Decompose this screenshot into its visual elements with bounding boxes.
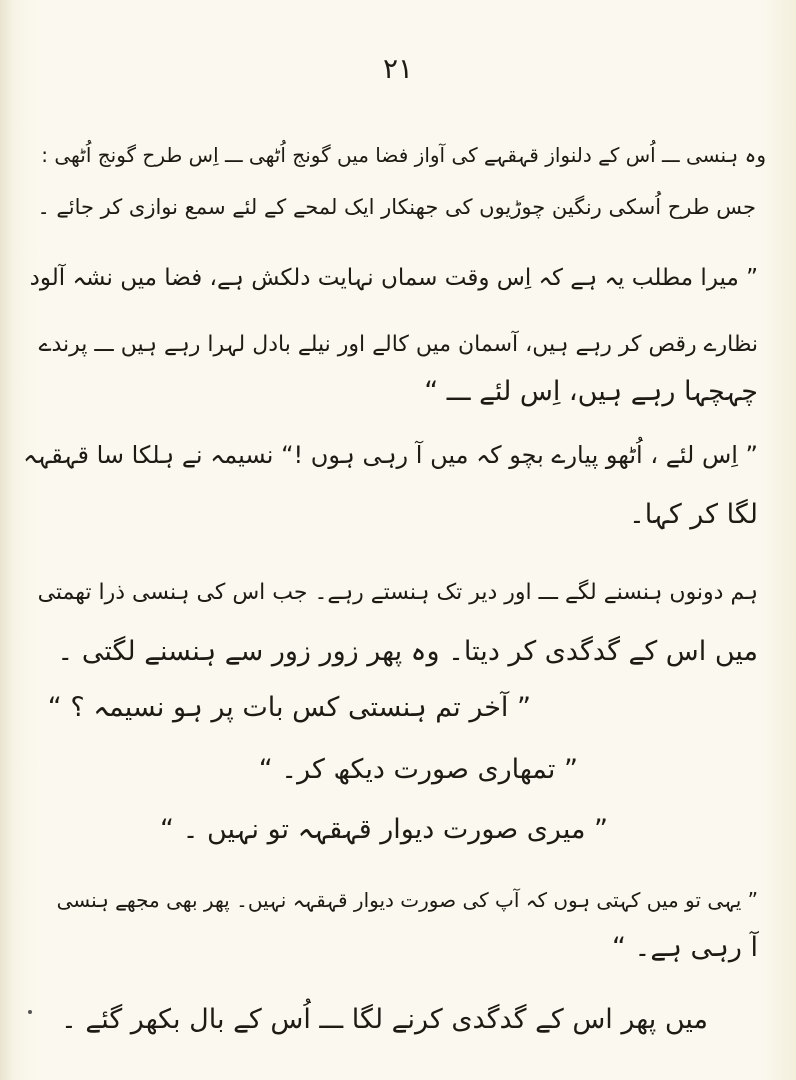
text-line-12: ” میری صورت دیوار قہقہہ تو نہیں ۔ “	[160, 814, 608, 845]
text-line-7: لگا کر کہا۔	[628, 499, 758, 530]
page-number: ۲۱	[382, 52, 414, 85]
text-line-5: چہچہا رہے ہیں، اِس لئے ـــ “	[424, 376, 758, 407]
text-line-10: ” آخر تم ہنستی کس بات پر ہو نسیمہ ؟ “	[47, 692, 531, 723]
text-line-11: ” تمھاری صورت دیکھ کر۔ “	[258, 754, 578, 785]
page-speck	[28, 1010, 32, 1014]
text-line-4: نظارے رقص کر رہے ہیں، آسمان میں کالے اور نیلے بادل لہرا رہے ہیں ـــ پرندے	[38, 332, 758, 357]
text-line-6: ” اِس لئے ، اُٹھو پیارے بچو کہ میں آ رہی ہوں !“ نسیمہ نے ہلکا سا قہقہہ	[23, 441, 758, 469]
text-line-8: ہم دونوں ہنسنے لگے ـــ اور دیر تک ہنستے رہے۔ جب اس کی ہنسی ذرا تھمتی	[37, 580, 758, 605]
text-line-15: میں پھر اس کے گدگدی کرنے لگا ـــ اُس کے بال بکھر گئے ۔	[61, 1004, 708, 1035]
text-line-13: ” یہی تو میں کہتی ہوں کہ آپ کی صورت دیوار قہقہہ نہیں۔ پھر بھی مجھے ہنسی	[56, 888, 758, 912]
text-line-2: جس طرح اُسکی رنگین چوڑیوں کی جھنکار ایک لمحے کے لئے سمع نوازی کر جائے ۔	[37, 195, 756, 219]
text-line-3: ” میرا مطلب یہ ہے کہ اِس وقت سماں نہایت دلکش ہے، فضا میں نشہ آلود	[29, 265, 758, 291]
text-line-9: میں اس کے گدگدی کر دیتا۔ وہ پھر زور زور سے ہنسنے لگتی ۔	[57, 636, 758, 667]
text-line-14: آ رہی ہے۔ “	[611, 932, 758, 963]
text-line-1: وہ ہنسی ـــ اُس کے دلنواز قہقہے کی آواز فضا میں گونج اُٹھی ـــ اِس طرح گونج اُٹھی :	[41, 143, 766, 167]
